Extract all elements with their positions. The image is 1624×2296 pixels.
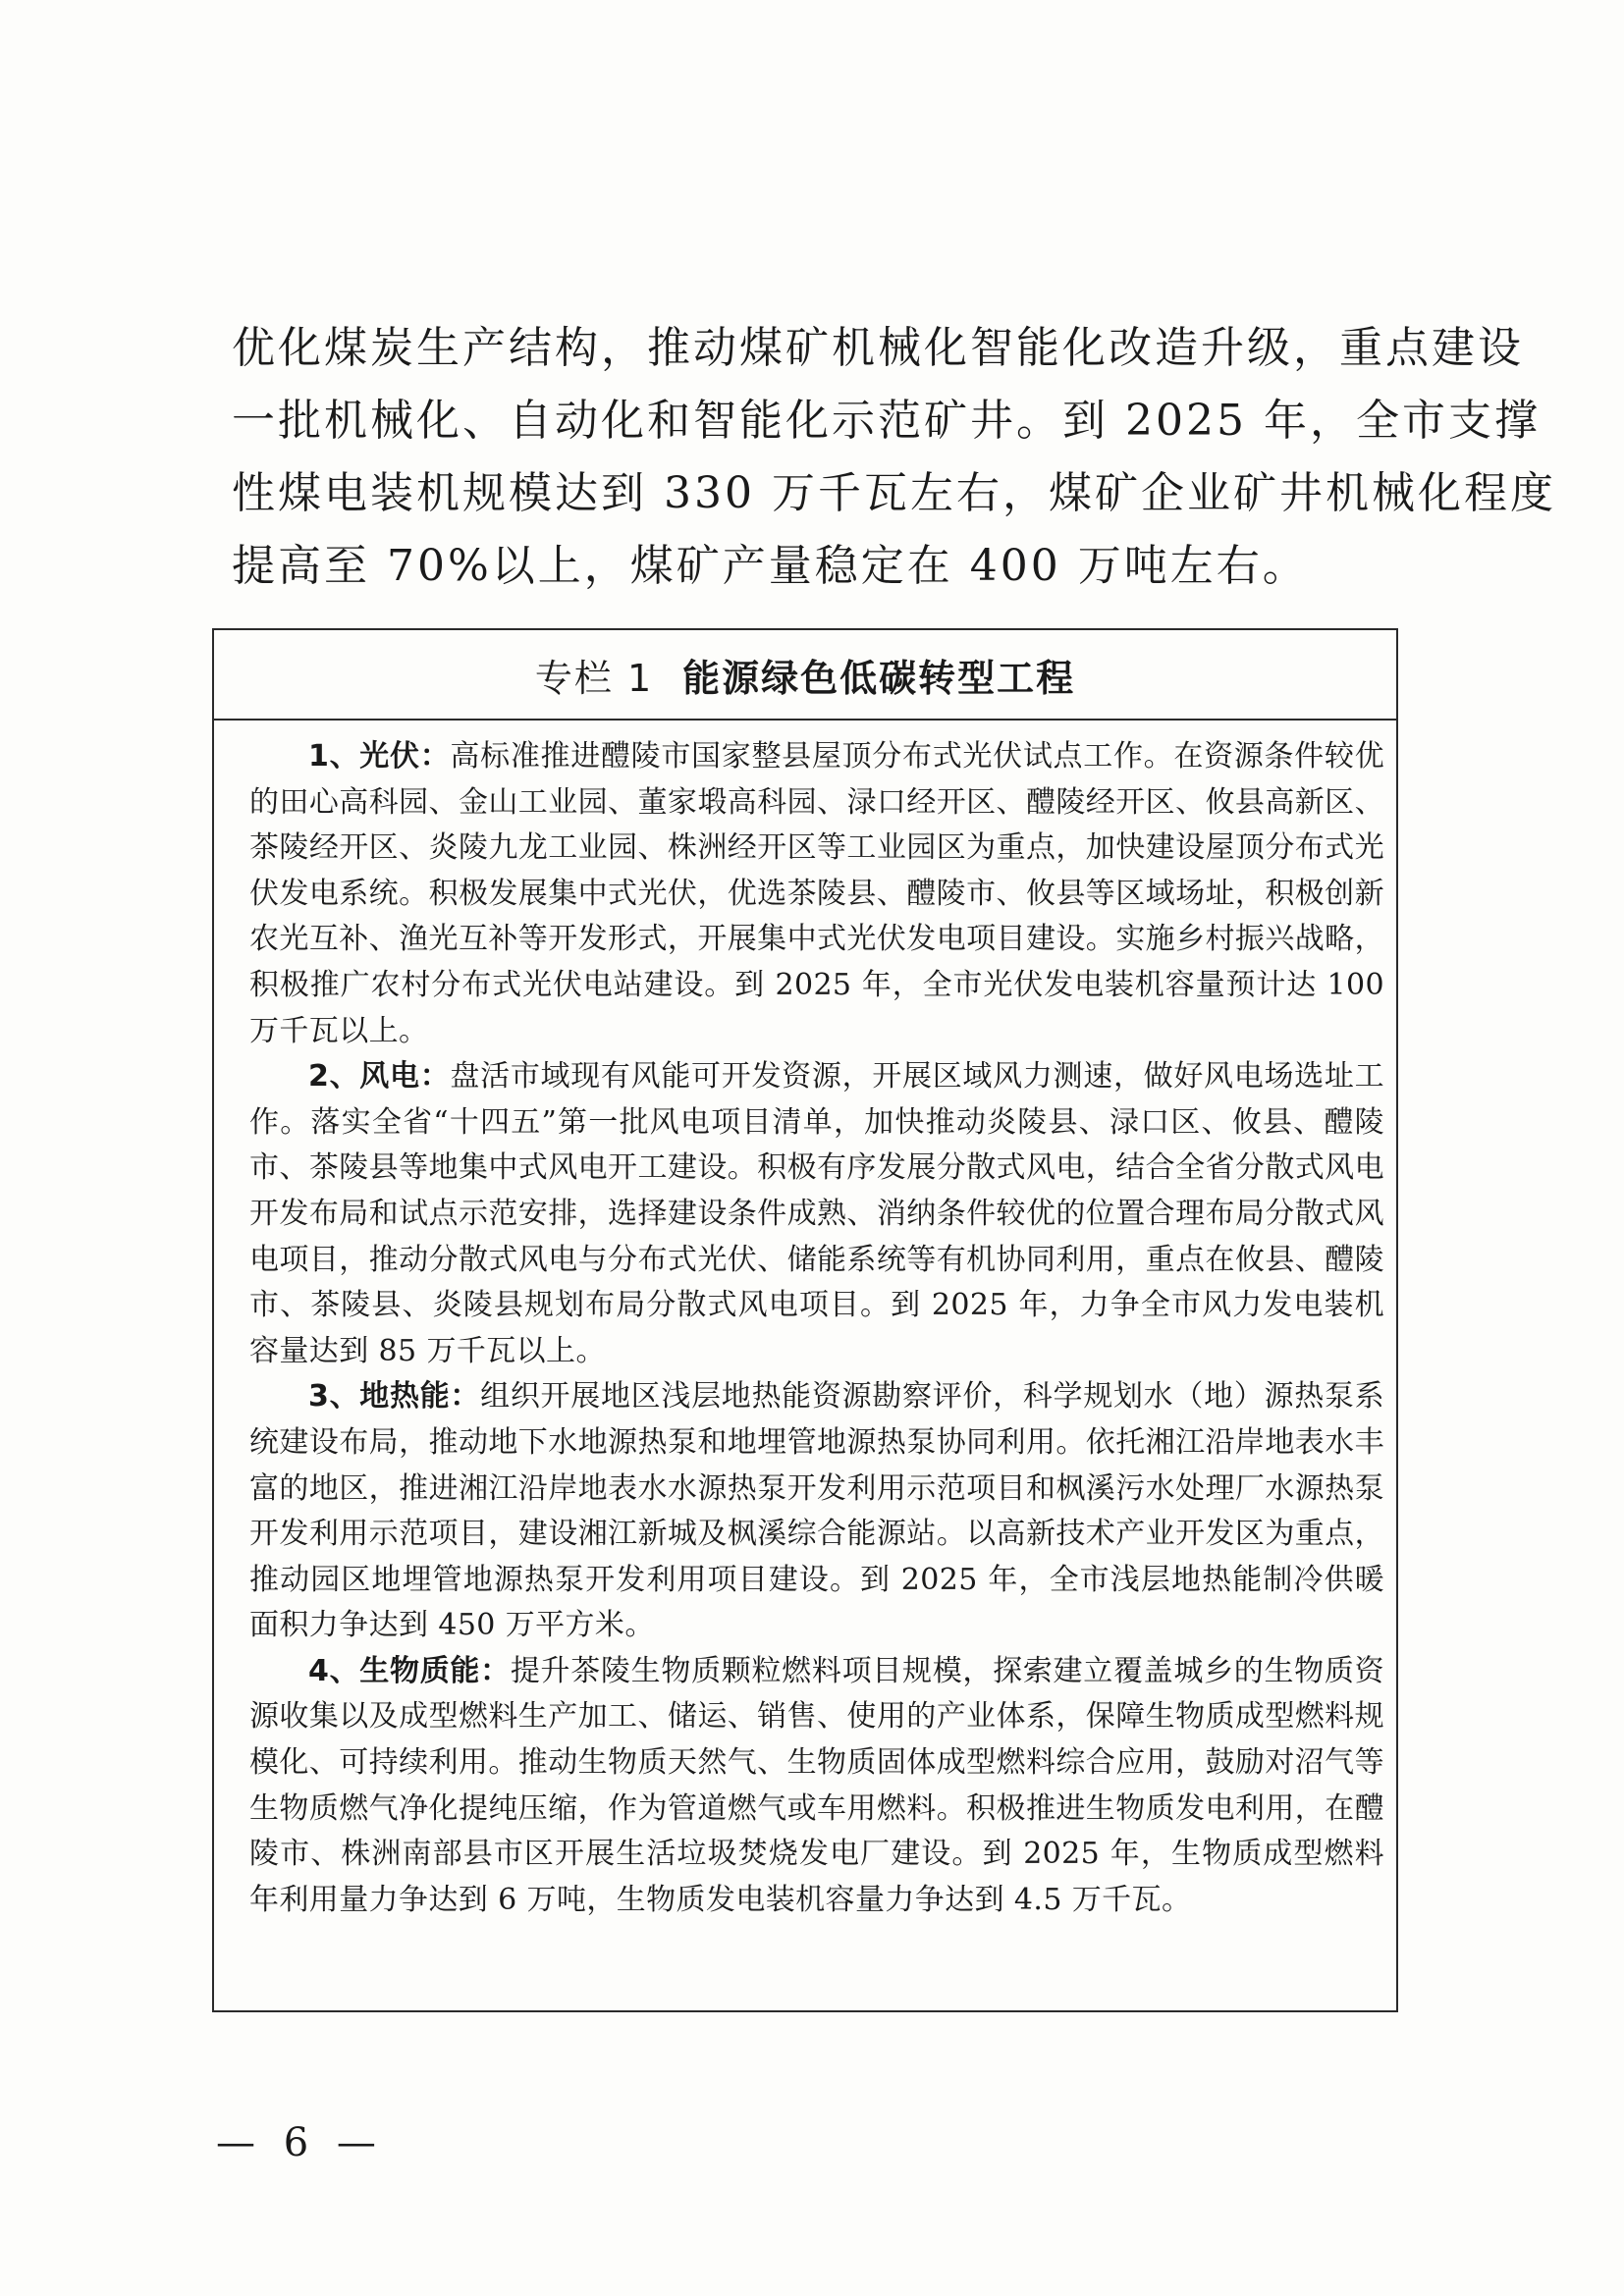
- section-solar: [249, 734, 1384, 1054]
- section-biomass: [249, 1649, 1384, 1924]
- intro-line: 提高至 70%以上，煤矿产量稳定在 400 万吨左右。: [232, 541, 1309, 591]
- column-box: [212, 628, 1398, 2012]
- section-lead: 3、地热能：: [308, 1379, 481, 1415]
- intro-line: 优化煤炭生产结构，推动煤矿机械化智能化改造升级，重点建设: [232, 323, 1524, 373]
- section-lead: 1、光伏：: [308, 739, 451, 774]
- section-lead: 2、风电：: [308, 1059, 451, 1095]
- intro-paragraph: [232, 312, 1556, 603]
- section-lead: 4、生物质能：: [308, 1653, 511, 1688]
- section-geothermal: [249, 1374, 1384, 1649]
- page-number: — 6 —: [216, 2120, 384, 2165]
- section-wind: [249, 1054, 1384, 1374]
- intro-line: 性煤电装机规模达到 330 万千瓦左右，煤矿企业矿井机械化程度: [232, 468, 1556, 518]
- section-text: 高标准推进醴陵市国家整县屋顶分布式光伏试点工作。在资源条件较优的田心高科园、金山工业园、董家塅高科园、渌口经开区、醴陵经开区、攸县高新区、茶陵经开区、炎陵九龙工业园、株洲经开区等工业园区为重点，加快建设屋顶分布式光伏发电系统。积极发展集中式光伏，优选茶陵县、醴陵市、攸县等区域场址，积极创新农光互补、渔光互补等开发形式，开展集中式光伏发电项目建设。实施乡村振兴战略，积极推广农村分布式光伏电站建设。到 2025 年，全市光伏发电装机容量预计达 100 万千瓦以上。: [249, 739, 1384, 1048]
- section-text: 提升茶陵生物质颗粒燃料项目规模，探索建立覆盖城乡的生物质资源收集以及成型燃料生产加工、储运、销售、使用的产业体系，保障生物质成型燃料规模化、可持续利用。推动生物质天然气、生物质固体成型燃料综合应用，鼓励对沼气等生物质燃气净化提纯压缩，作为管道燃气或车用燃料。积极推进生物质发电利用，在醴陵市、株洲南部县市区开展生活垃圾焚烧发电厂建设。到 2025 年，生物质成型燃料年利用量力争达到 6 万吨，生物质发电装机容量力争达到 4.5 万千瓦。: [249, 1653, 1384, 1917]
- column-title: 能源绿色低碳转型工程: [682, 656, 1076, 700]
- intro-line: 一批机械化、自动化和智能化示范矿井。到 2025 年，全市支撑: [232, 396, 1541, 446]
- section-text: 组织开展地区浅层地热能资源勘察评价，科学规划水（地）源热泵系统建设布局，推动地下水地源热泵和地埋管地源热泵协同利用。依托湘江沿岸地表水丰富的地区，推进湘江沿岸地表水水源热泵开发利用示范项目和枫溪污水处理厂水源热泵开发利用示范项目，建设湘江新城及枫溪综合能源站。以高新技术产业开发区为重点，推动园区地埋管地源热泵开发利用项目建设。到 2025 年，全市浅层地热能制冷供暖面积力争达到 450 万平方米。: [249, 1379, 1385, 1643]
- column-header: [214, 630, 1396, 721]
- column-label: 专栏 1: [534, 656, 654, 700]
- section-text: 盘活市域现有风能可开发资源，开展区域风力测速，做好风电场选址工作。落实全省“十四五”第一批风电项目清单，加快推动炎陵县、渌口区、攸县、醴陵市、茶陵县等地集中式风电开工建设。积极有序发展分散式风电，结合全省分散式风电开发布局和试点示范安排，选择建设条件成熟、消纳条件较优的位置合理布局分散式风电项目，推动分散式风电与分布式光伏、储能系统等有机协同利用，重点在攸县、醴陵市、茶陵县、炎陵县规划布局分散式风电项目。到 2025 年，力争全市风力发电装机容量达到 85 万千瓦以上。: [249, 1059, 1384, 1368]
- column-body: [214, 721, 1396, 1923]
